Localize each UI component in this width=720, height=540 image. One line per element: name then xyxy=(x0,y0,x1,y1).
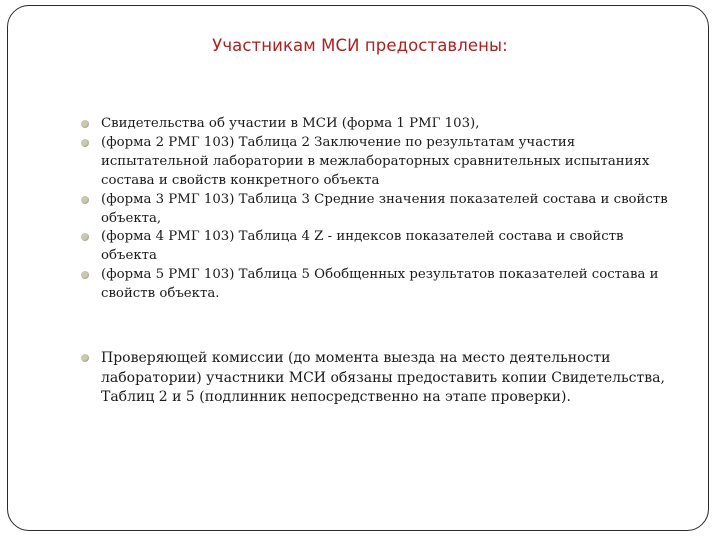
documents-list xyxy=(81,115,681,304)
list-item-text: (форма 3 РМГ 103) Таблица 3 Средние значения показателей состава и свойств объекта, xyxy=(101,191,668,226)
list-item-text: (форма 4 РМГ 103) Таблица 4 Z - индексов показателей состава и свойств объекта xyxy=(101,229,624,264)
list-item xyxy=(81,191,681,229)
list-item xyxy=(81,134,681,191)
list-item xyxy=(81,115,681,134)
bullet-icon xyxy=(81,139,89,147)
bullet-icon xyxy=(81,233,89,241)
bullet-icon xyxy=(81,354,89,362)
list-item xyxy=(81,266,681,304)
list-item-text: Свидетельства об участии в МСИ (форма 1 РМГ 103), xyxy=(101,116,480,131)
list-item xyxy=(81,349,681,408)
bullet-icon xyxy=(81,120,89,128)
bullet-icon xyxy=(81,196,89,204)
list-item-text: (форма 5 РМГ 103) Таблица 5 Обобщенных результатов показателей состава и свойств объекта. xyxy=(101,267,659,302)
commission-note-list xyxy=(81,349,681,408)
slide-title: Участникам МСИ предоставлены: xyxy=(212,36,508,55)
commission-note-text: Проверяющей комиссии (до момента выезда на место деятельности лаборатории) участники МСИ обязаны предоставить копии Свидетельства, Таблиц 2 и 5 (подлинник непосредственно на этапе проверки). xyxy=(101,350,665,405)
list-item xyxy=(81,228,681,266)
list-item-text: (форма 2 РМГ 103) Таблица 2 Заключение по результатам участия испытательной лаборатории в межлабораторных сравнительных испытаниях состава и свойств конкретного объекта xyxy=(101,134,650,188)
bullet-icon xyxy=(81,271,89,279)
